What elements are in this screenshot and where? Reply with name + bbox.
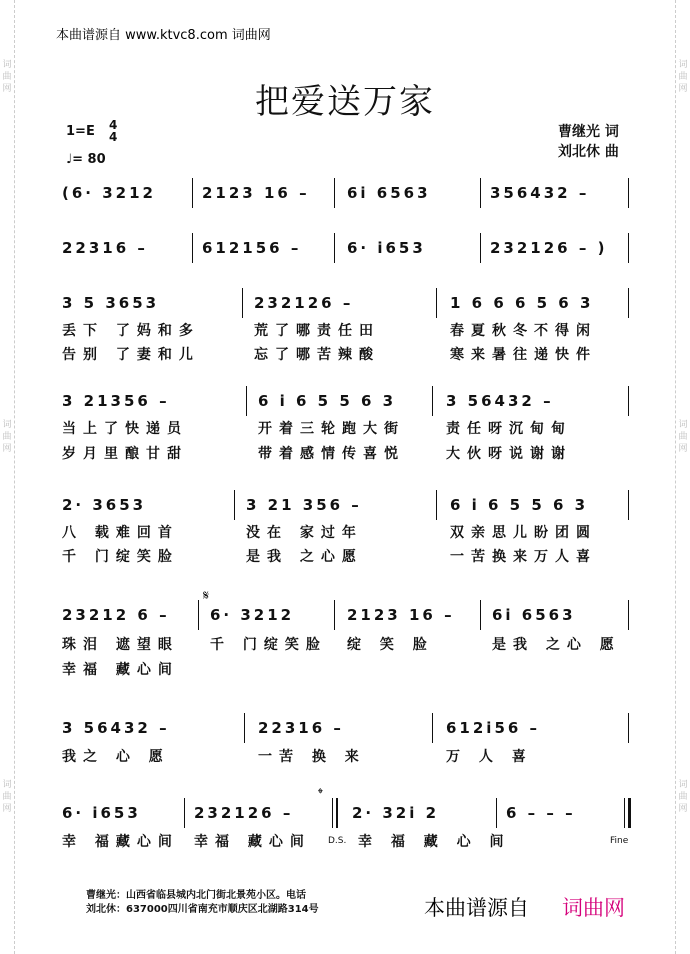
lyricist-contact: 曹继光：山西省临县城内北门街北景苑小区。电话 bbox=[86, 890, 306, 901]
measure: 6 i 6 5 5 6 3 bbox=[258, 392, 397, 410]
measure: 22316 – bbox=[258, 719, 344, 737]
meter-top: 4 bbox=[109, 118, 118, 132]
measure: 6i 6563 bbox=[492, 606, 576, 624]
lyricist-credit: 曹继光 词 bbox=[558, 124, 619, 140]
lyric-phrase: 幸 福 藏 心 间 bbox=[358, 834, 511, 850]
measure: 356432 – bbox=[490, 184, 590, 202]
lyric-phrase: 是我 之心愿 bbox=[246, 549, 363, 565]
watermark-char: 网 bbox=[678, 804, 688, 814]
measure: 6· 3212 bbox=[210, 606, 295, 624]
barline bbox=[244, 713, 245, 743]
lyric-phrase: 幸 福藏心间 bbox=[62, 834, 179, 850]
lyric-phrase: 万 人 喜 bbox=[446, 749, 533, 765]
watermark-char: 词 bbox=[678, 780, 688, 790]
watermark-char: 网 bbox=[2, 444, 12, 454]
watermark-char: 网 bbox=[2, 804, 12, 814]
notation-line-8 bbox=[62, 804, 634, 828]
key-signature: 1=E bbox=[66, 124, 95, 139]
measure: 3 5 3653 bbox=[62, 294, 160, 312]
double-barline bbox=[336, 798, 338, 828]
lyric-phrase: 荒了哪责任田 bbox=[254, 323, 380, 339]
measure: 22316 – bbox=[62, 239, 148, 257]
watermark-char: 词 bbox=[678, 420, 688, 430]
barline bbox=[628, 490, 629, 520]
barline bbox=[628, 386, 629, 416]
lyric-phrase: 双亲思儿盼团圆 bbox=[450, 525, 597, 541]
notation-line-5 bbox=[62, 496, 634, 520]
lyric-phrase: 珠泪 遮望眼 bbox=[62, 637, 179, 653]
barline bbox=[628, 178, 629, 208]
barline bbox=[496, 798, 497, 828]
time-signature bbox=[109, 119, 117, 143]
barline bbox=[192, 178, 193, 208]
barline bbox=[628, 233, 629, 263]
barline bbox=[242, 288, 243, 318]
lyric-phrase: 开着三轮跑大街 bbox=[258, 421, 405, 437]
final-barline bbox=[628, 798, 631, 828]
right-margin-watermark bbox=[675, 0, 690, 954]
measure: 232126 – bbox=[194, 804, 294, 822]
watermark-char: 词 bbox=[2, 420, 12, 430]
notation-line-4 bbox=[62, 392, 634, 416]
barline bbox=[628, 288, 629, 318]
watermark-char: 词 bbox=[2, 780, 12, 790]
measure: 6· i653 bbox=[62, 804, 141, 822]
measure: 232126 – bbox=[254, 294, 354, 312]
segno-sign: 𝄋 bbox=[203, 588, 210, 604]
measure: 23212 6 – bbox=[62, 606, 170, 624]
lyric-phrase: 是我 之心 愿 bbox=[492, 637, 621, 653]
measure: 6· i653 bbox=[347, 239, 426, 257]
watermark-char: 曲 bbox=[2, 792, 12, 802]
notation-line-6 bbox=[62, 606, 634, 630]
lyric-phrase: 八 载难回首 bbox=[62, 525, 179, 541]
notation-line-3 bbox=[62, 294, 634, 318]
final-barline bbox=[624, 798, 625, 828]
notation-line-7 bbox=[62, 719, 634, 743]
lyric-phrase: 我之 心 愿 bbox=[62, 749, 170, 765]
contact-info bbox=[86, 889, 319, 917]
lyric-phrase: 寒来暑往递快件 bbox=[450, 347, 597, 363]
barline bbox=[184, 798, 185, 828]
lyric-phrase: 告别 了妻和儿 bbox=[62, 347, 200, 363]
barline bbox=[334, 600, 335, 630]
barline bbox=[192, 233, 193, 263]
barline bbox=[432, 386, 433, 416]
song-title: 把爱送万家 bbox=[255, 82, 435, 122]
watermark-char: 曲 bbox=[678, 792, 688, 802]
lyric-phrase: 一苦换来万人喜 bbox=[450, 549, 597, 565]
watermark-char: 曲 bbox=[2, 72, 12, 82]
measure: 3 21356 – bbox=[62, 392, 170, 410]
barline bbox=[234, 490, 235, 520]
measure: 6 i 6 5 5 6 3 bbox=[450, 496, 589, 514]
double-barline bbox=[332, 798, 333, 828]
lyric-phrase: 丢下 了妈和多 bbox=[62, 323, 200, 339]
measure: 3 21 356 – bbox=[246, 496, 362, 514]
watermark-char: 网 bbox=[678, 84, 688, 94]
lyric-phrase: 幸福 藏心间 bbox=[62, 662, 179, 678]
lyric-phrase: 岁月里酿甘甜 bbox=[62, 446, 188, 462]
coda-sign: 𝄌 bbox=[318, 786, 323, 802]
measure: 6 – – – bbox=[506, 804, 576, 822]
lyric-phrase: 没在 家过年 bbox=[246, 525, 363, 541]
fine-mark: Fine bbox=[610, 836, 629, 846]
composer-contact: 刘北休：637000四川省南充市顺庆区北湖路314号 bbox=[86, 904, 319, 915]
measure: 2· 3653 bbox=[62, 496, 147, 514]
barline bbox=[198, 600, 199, 630]
barline bbox=[246, 386, 247, 416]
lyric-phrase: 幸福 藏心间 bbox=[194, 834, 311, 850]
tempo-mark: ♩= 80 bbox=[66, 152, 106, 167]
measure: 6i 6563 bbox=[347, 184, 431, 202]
notation-line-2 bbox=[62, 239, 634, 263]
watermark-char: 曲 bbox=[678, 72, 688, 82]
watermark-char: 网 bbox=[2, 84, 12, 94]
lyric-phrase: 忘了哪苦辣酸 bbox=[254, 347, 380, 363]
lyric-phrase: 一苦 换 来 bbox=[258, 749, 366, 765]
measure: 3 56432 – bbox=[62, 719, 170, 737]
lyric-phrase: 千 门绽笑脸 bbox=[210, 637, 327, 653]
measure: 3 56432 – bbox=[446, 392, 554, 410]
lyric-phrase: 带着感情传喜悦 bbox=[258, 446, 405, 462]
measure: 2123 16 – bbox=[347, 606, 455, 624]
watermark-char: 曲 bbox=[2, 432, 12, 442]
brand-source: 本曲谱源自 bbox=[424, 896, 529, 920]
barline bbox=[432, 713, 433, 743]
meter-bottom: 4 bbox=[109, 130, 118, 144]
barline bbox=[480, 233, 481, 263]
site-source-line: 本曲谱源自 www.ktvc8.com 词曲网 bbox=[56, 28, 271, 43]
barline bbox=[480, 600, 481, 630]
barline bbox=[334, 178, 335, 208]
barline bbox=[628, 600, 629, 630]
ds-mark: D.S. bbox=[328, 836, 347, 846]
watermark-char: 网 bbox=[678, 444, 688, 454]
lyric-phrase: 春夏秋冬不得闲 bbox=[450, 323, 597, 339]
left-margin-watermark bbox=[0, 0, 15, 954]
measure: 2123 16 – bbox=[202, 184, 310, 202]
notation-line-1 bbox=[62, 184, 634, 208]
lyric-phrase: 绽 笑 脸 bbox=[347, 637, 434, 653]
watermark-char: 曲 bbox=[678, 432, 688, 442]
measure: 612156 – bbox=[202, 239, 302, 257]
measure: 232126 – ) bbox=[490, 239, 608, 257]
brand-name: 词曲网 bbox=[562, 896, 625, 920]
barline bbox=[436, 288, 437, 318]
barline bbox=[334, 233, 335, 263]
watermark-char: 词 bbox=[2, 60, 12, 70]
lyric-phrase: 千 门绽笑脸 bbox=[62, 549, 179, 565]
watermark-char: 词 bbox=[678, 60, 688, 70]
barline bbox=[628, 713, 629, 743]
composer-credit: 刘北休 曲 bbox=[558, 144, 619, 160]
lyric-phrase: 当上了快递员 bbox=[62, 421, 188, 437]
measure: 1 6 6 6 5 6 3 bbox=[450, 294, 594, 312]
lyric-phrase: 大伙呀说谢谢 bbox=[446, 446, 572, 462]
measure: (6· 3212 bbox=[62, 184, 156, 202]
measure: 612i56 – bbox=[446, 719, 541, 737]
barline bbox=[480, 178, 481, 208]
barline bbox=[436, 490, 437, 520]
lyric-phrase: 责任呀沉甸甸 bbox=[446, 421, 572, 437]
measure: 2· 32i 2 bbox=[352, 804, 440, 822]
